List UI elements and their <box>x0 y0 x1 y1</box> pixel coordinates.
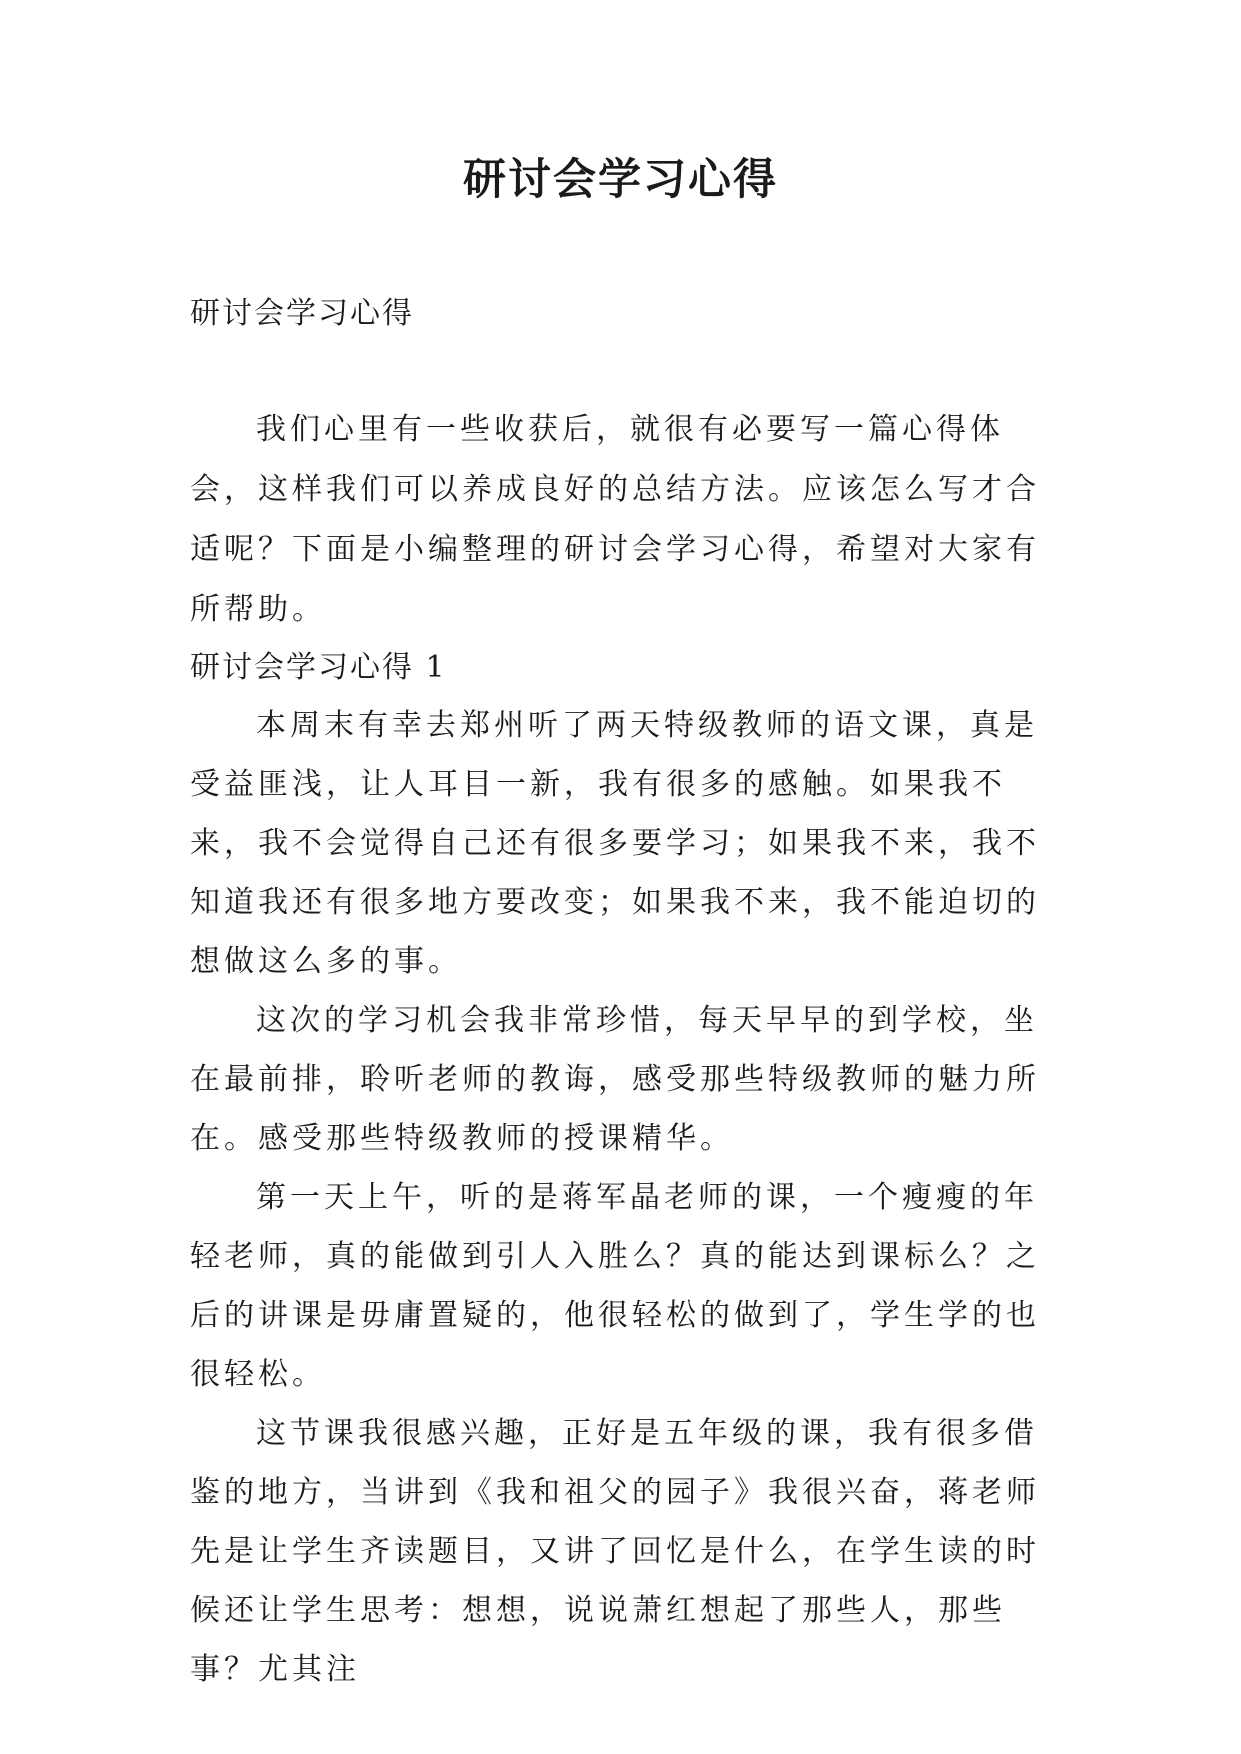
document-title: 研讨会学习心得 <box>463 155 778 205</box>
document-subtitle: 研讨会学习心得 <box>190 296 414 331</box>
body-paragraph: 第一天上午，听的是蒋军晶老师的课，一个瘦瘦的年轻老师，真的能做到引人入胜么？真的能达到课标么？之后的讲课是毋庸置疑的，他很轻松的做到了，学生学的也很轻松。 <box>190 1180 1040 1392</box>
body-paragraph: 这节课我很感兴趣，正好是五年级的课，我有很多借鉴的地方，当讲到《我和祖父的园子》我很兴奋，蒋老师先是让学生齐读题目，又讲了回忆是什么，在学生读的时候还让学生思考：想想，说说萧红想起了那些人，那些事？尤其注 <box>190 1416 1040 1687</box>
intro-paragraph: 我们心里有一些收获后，就很有必要写一篇心得体会，这样我们可以养成良好的总结方法。应该怎么写才合适呢？下面是小编整理的研讨会学习心得，希望对大家有所帮助。 <box>190 412 1040 627</box>
body-paragraph: 这次的学习机会我非常珍惜，每天早早的到学校，坐在最前排，聆听老师的教诲，感受那些特级教师的魅力所在。感受那些特级教师的授课精华。 <box>190 1003 1040 1156</box>
body-paragraph: 本周末有幸去郑州听了两天特级教师的语文课，真是受益匪浅，让人耳目一新，我有很多的感触。如果我不来，我不会觉得自己还有很多要学习；如果我不来，我不知道我还有很多地方要改变；如果我不来，我不能迫切的想做这么多的事。 <box>190 708 1040 979</box>
section-body <box>190 696 1070 1699</box>
section-heading: 研讨会学习心得 1 <box>190 650 447 685</box>
